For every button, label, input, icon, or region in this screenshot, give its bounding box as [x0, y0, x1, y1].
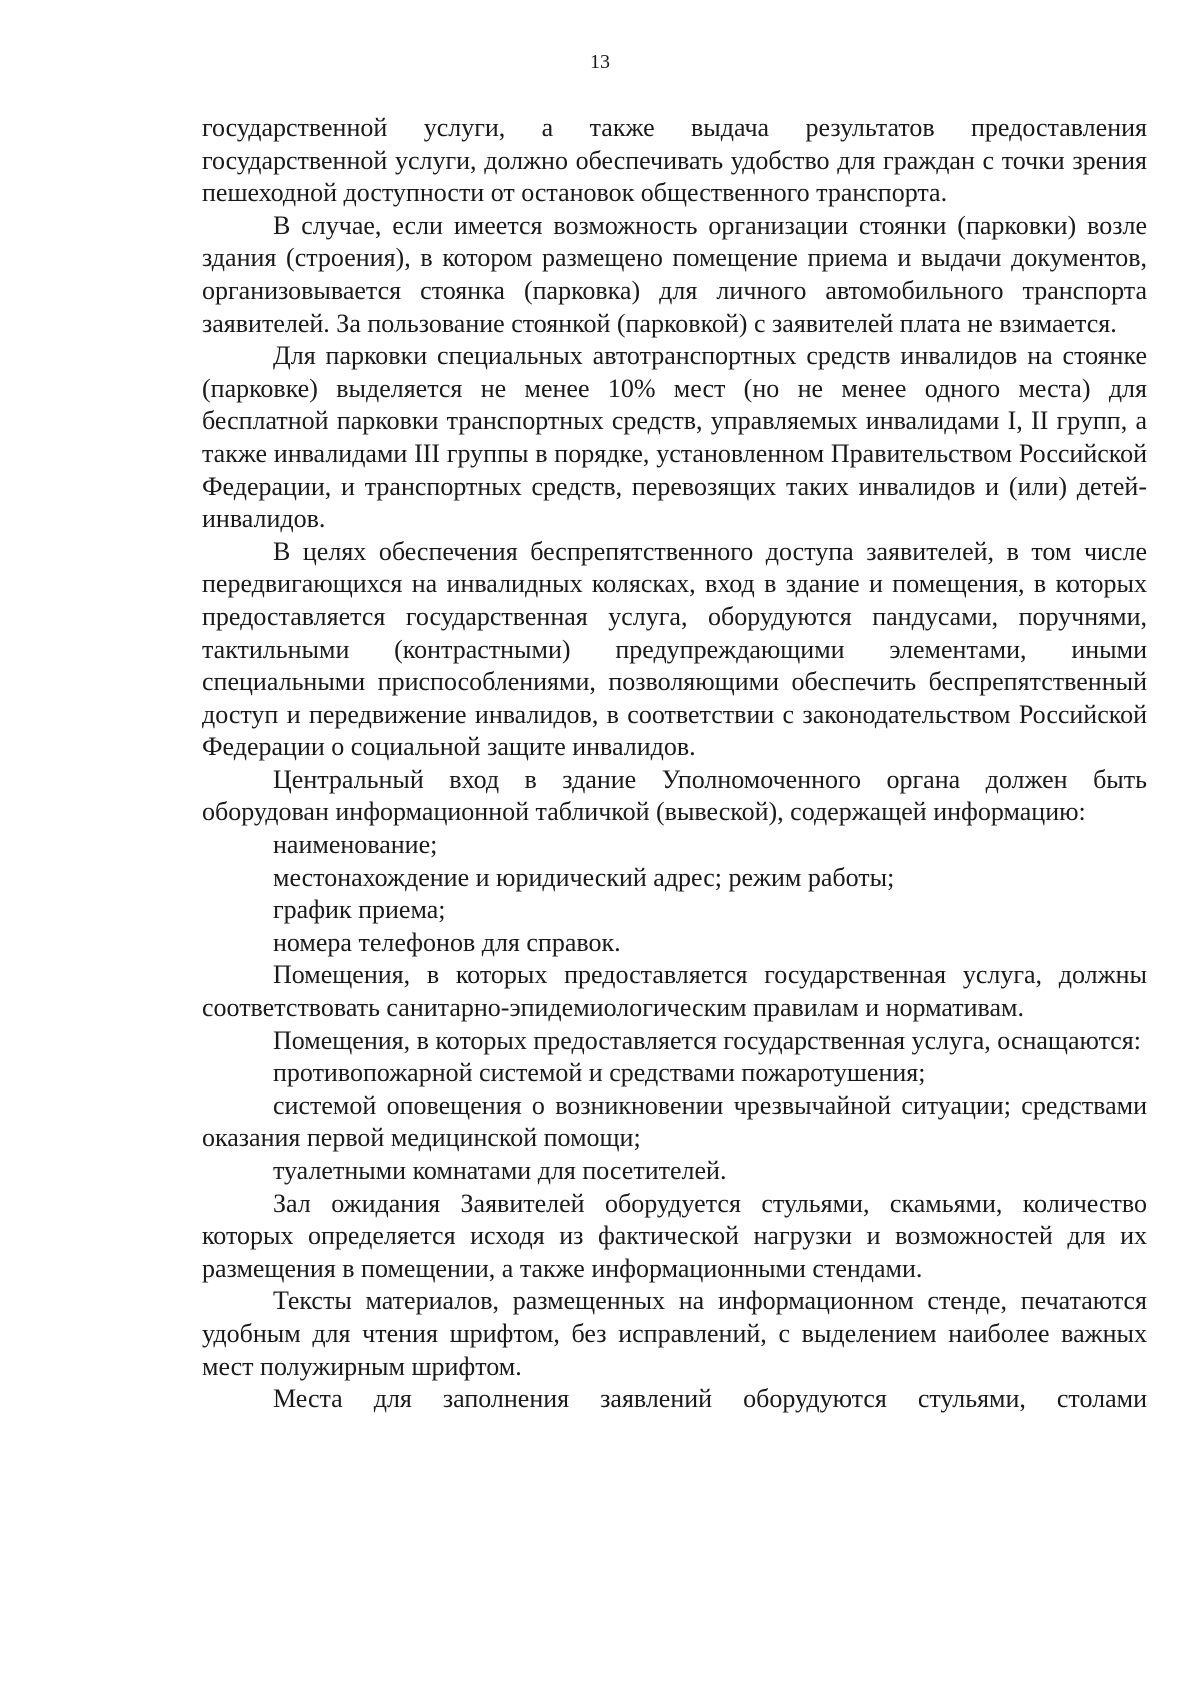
document-body: [202, 112, 1147, 1416]
list-item: график приема;: [273, 895, 446, 925]
list-item: местонахождение и юридический адрес; режим работы;: [273, 862, 895, 892]
page-number: 13: [590, 51, 610, 73]
paragraph: государственной услуги, а также выдача результатов предоставления государственной услуги, должно обеспечивать удобство для граждан с точки зрения пешеходной доступности от остановок общественного транспорта.: [202, 113, 1147, 208]
list-item: системой оповещения о возникновении чрезвычайной ситуации; средствами оказания первой медицинской помощи;: [202, 1090, 1147, 1153]
paragraph: Помещения, в которых предоставляется государственная услуга, оснащаются:: [273, 1025, 1141, 1055]
paragraph: Зал ожидания Заявителей оборудуется стульями, скамьями, количество которых определяется исходя из фактической нагрузки и возможностей для их размещения в помещении, а также информационными стендами.: [202, 1188, 1147, 1283]
list-item: туалетными комнатами для посетителей.: [273, 1156, 727, 1185]
paragraph: Тексты материалов, размещенных на информационном стенде, печатаются удобным для чтения шрифтом, без исправлений, с выделением наиболее важных мест полужирным шрифтом.: [202, 1286, 1147, 1381]
paragraph: В целях обеспечения беспрепятственного доступа заявителей, в том числе передвигающихся на инвалидных колясках, вход в здание и помещения, в которых предоставляется государственная услуга, оборудуются пандусами, поручнями, тактильными (контрастными) предупреждающими элементами, иными специальными приспособлениями, позволяющими обеспечить беспрепятственный доступ и передвижение инвалидов, в соответствии с законодательством Российской Федерации о социальной защите инвалидов.: [202, 536, 1147, 762]
list-item: номера телефонов для справок.: [273, 927, 621, 957]
paragraph: Для парковки специальных автотранспортных средств инвалидов на стоянке (парковке) выделяется не менее 10% мест (но не менее одного места) для бесплатной парковки транспортных средств, управляемых инвалидами I, II групп, а также инвалидами III группы в порядке, установленном Правительством Российской Федерации, и транспортных средств, перевозящих таких инвалидов и (или) детей- инвалидов.: [202, 341, 1147, 534]
list-item: наименование;: [273, 830, 438, 860]
paragraph: Помещения, в которых предоставляется государственная услуга, должны соответствовать санитарно-эпидемиологическим правилам и нормативам.: [202, 960, 1147, 1023]
paragraph: Места для заполнения заявлений оборудуются стульями, столами: [273, 1384, 1147, 1414]
list-item: противопожарной системой и средствами пожаротушения;: [273, 1058, 926, 1088]
paragraph: В случае, если имеется возможность организации стоянки (парковки) возле здания (строения), в котором размещено помещение приема и выдачи документов, организовывается стоянка (парковка) для личного автомобильного транспорта заявителей. За пользование стоянкой (парковкой) с заявителей плата не взимается.: [202, 210, 1147, 338]
paragraph: Центральный вход в здание Уполномоченного органа должен быть оборудован информационной табличкой (вывеской), содержащей информацию:: [202, 764, 1147, 827]
